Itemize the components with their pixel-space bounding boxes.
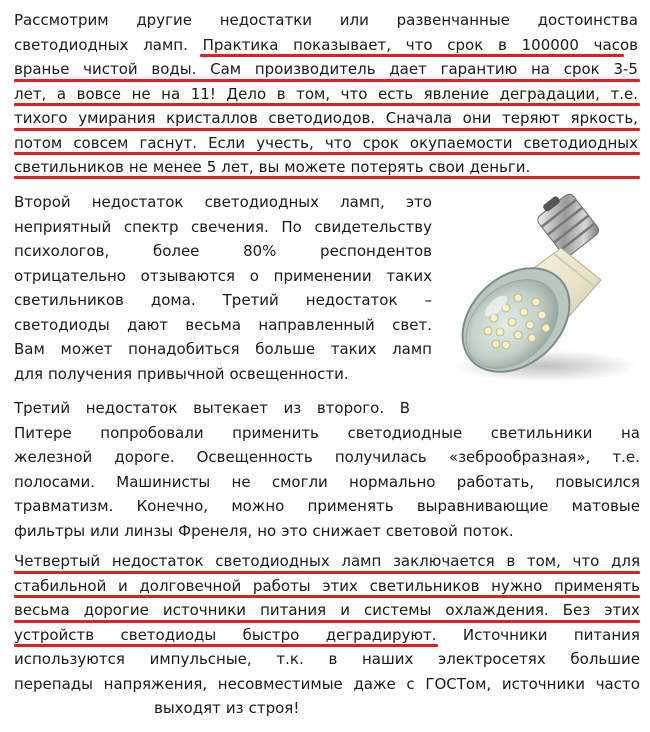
word: 3-5 bbox=[613, 60, 638, 78]
word: не bbox=[128, 158, 148, 176]
word: дома. bbox=[150, 291, 196, 309]
word: Третий bbox=[14, 399, 71, 417]
word: наших bbox=[361, 650, 414, 668]
word: нужно bbox=[491, 576, 543, 595]
text-line bbox=[14, 696, 640, 721]
word: Второй bbox=[14, 193, 71, 211]
text-line bbox=[14, 549, 640, 574]
word: часто bbox=[595, 674, 640, 693]
word: полосами. bbox=[14, 472, 96, 491]
word: таких bbox=[386, 266, 432, 285]
word: попробовали bbox=[100, 423, 204, 442]
word: светильников bbox=[14, 158, 124, 176]
word: светодиодов. bbox=[268, 109, 376, 127]
red-underline bbox=[14, 595, 640, 598]
word: на bbox=[161, 84, 181, 103]
word: это bbox=[281, 521, 308, 540]
word: лет, bbox=[221, 158, 254, 176]
text-line bbox=[14, 57, 638, 82]
word: в bbox=[506, 552, 516, 570]
word: учесть, bbox=[256, 133, 314, 152]
text-line bbox=[14, 647, 640, 672]
word: Без bbox=[562, 601, 591, 619]
word: кристаллов bbox=[166, 109, 258, 127]
word: заключается bbox=[392, 552, 495, 570]
word: на bbox=[531, 60, 550, 78]
red-underline bbox=[14, 128, 640, 131]
word: работать, bbox=[456, 472, 535, 491]
text-line bbox=[14, 215, 432, 240]
text-line bbox=[14, 8, 638, 33]
word: совсем bbox=[73, 133, 129, 152]
word: не bbox=[131, 84, 151, 103]
word: «зеброобразная», bbox=[448, 448, 591, 466]
word: том, bbox=[296, 84, 331, 103]
word: понадобиться bbox=[128, 340, 240, 358]
word: светодиодных bbox=[523, 133, 638, 152]
word: выравнивающие bbox=[416, 497, 549, 515]
word: это bbox=[405, 193, 432, 211]
word: явление bbox=[423, 84, 490, 103]
word: используются bbox=[14, 650, 125, 668]
word: вытекает bbox=[193, 399, 268, 417]
word: что bbox=[405, 35, 433, 54]
text-line bbox=[14, 106, 638, 131]
word: отзываются bbox=[140, 266, 236, 285]
word: матовые bbox=[571, 497, 640, 515]
word: что bbox=[572, 552, 600, 570]
word: показывает, bbox=[293, 35, 391, 54]
word: ламп, bbox=[340, 193, 385, 211]
word: достоинства bbox=[537, 11, 638, 29]
word: импульсные, bbox=[149, 650, 252, 668]
word: более bbox=[152, 242, 200, 260]
word: и bbox=[340, 601, 350, 619]
word: теряют bbox=[502, 109, 560, 127]
word: дорогие bbox=[83, 601, 149, 619]
word: вовсе bbox=[76, 84, 121, 103]
word: чистой bbox=[83, 60, 138, 78]
word: долговечной bbox=[139, 576, 242, 595]
word: недостаток bbox=[85, 399, 178, 417]
word: развенчанные bbox=[396, 11, 510, 29]
word: том, bbox=[526, 552, 561, 570]
red-underline bbox=[14, 644, 438, 647]
word: ГОСТом, bbox=[425, 674, 492, 693]
word: или bbox=[90, 521, 120, 540]
word: Сам bbox=[210, 60, 242, 78]
word: Рассмотрим bbox=[14, 11, 109, 29]
word: Сначала bbox=[385, 109, 453, 127]
word: лет, bbox=[14, 84, 47, 103]
word: дает bbox=[389, 60, 427, 78]
word: напряжения, bbox=[103, 674, 208, 693]
paragraph-1 bbox=[14, 8, 638, 180]
word: о bbox=[249, 266, 259, 285]
red-underline bbox=[14, 571, 640, 574]
word: этих bbox=[322, 576, 358, 595]
word: светодиодных bbox=[215, 552, 330, 570]
word: таких bbox=[330, 340, 377, 358]
word: не bbox=[231, 472, 251, 491]
text-line bbox=[14, 190, 432, 215]
word: выходят bbox=[154, 699, 221, 717]
word: применении bbox=[273, 266, 372, 285]
led-lamp-image bbox=[436, 188, 646, 388]
word: тихого bbox=[14, 109, 68, 127]
word: недостаток bbox=[91, 193, 184, 211]
word: менее bbox=[152, 158, 202, 176]
word: или bbox=[339, 11, 369, 29]
word: 80% bbox=[243, 242, 277, 260]
word: в bbox=[498, 35, 507, 54]
word: отрицательно bbox=[14, 266, 126, 285]
word: 5 bbox=[206, 158, 217, 176]
word: вы bbox=[258, 158, 280, 176]
word: а bbox=[56, 84, 67, 103]
word: большие bbox=[570, 650, 640, 668]
word: По bbox=[281, 217, 302, 236]
word: недостаток bbox=[111, 552, 204, 570]
word: системы bbox=[363, 601, 432, 619]
text-line bbox=[14, 264, 432, 289]
word: травматизм. bbox=[14, 497, 114, 515]
word: нормально bbox=[349, 472, 436, 491]
word: Питере bbox=[14, 423, 72, 442]
word: т.е. bbox=[610, 84, 638, 103]
word: весьма bbox=[14, 601, 70, 619]
word: ламп bbox=[392, 340, 432, 358]
word: питания bbox=[573, 625, 640, 644]
word: несовместимые bbox=[217, 674, 343, 693]
word: окупаемости bbox=[409, 133, 513, 152]
word: дороге. bbox=[114, 448, 175, 466]
word: источники bbox=[162, 601, 247, 619]
word: свет. bbox=[392, 315, 432, 334]
word: 100000 bbox=[521, 35, 579, 54]
word: вранье bbox=[14, 60, 70, 78]
word: недостатки bbox=[219, 11, 313, 29]
word: ламп bbox=[341, 552, 382, 570]
text-line bbox=[14, 445, 640, 470]
red-underline bbox=[14, 620, 640, 623]
text-line bbox=[14, 421, 640, 446]
text-line bbox=[14, 313, 432, 338]
word: Конечно, bbox=[136, 497, 209, 515]
word: Практика bbox=[202, 35, 279, 54]
word: этих bbox=[604, 601, 640, 619]
word: можете bbox=[284, 158, 346, 176]
word: устройств bbox=[14, 625, 95, 644]
text-line bbox=[14, 396, 410, 421]
word: срок bbox=[362, 133, 399, 152]
red-underline bbox=[200, 54, 624, 57]
word: для bbox=[611, 552, 640, 570]
word: они bbox=[462, 109, 492, 127]
word: светодиодные bbox=[347, 423, 463, 442]
word: респондентов bbox=[320, 242, 432, 260]
word: Вам bbox=[14, 340, 45, 358]
word: потерять bbox=[350, 158, 424, 176]
word: применять bbox=[553, 576, 640, 595]
word: В bbox=[399, 399, 410, 417]
word: деградируют. bbox=[325, 625, 437, 644]
word: свидетельству bbox=[314, 217, 432, 236]
word: спектр bbox=[123, 217, 179, 236]
word: Френеля, bbox=[178, 521, 253, 540]
red-underline bbox=[14, 103, 640, 106]
word: гаснут. bbox=[139, 133, 197, 152]
word: срок bbox=[447, 35, 484, 54]
word: больше bbox=[255, 340, 316, 358]
word: получилась bbox=[334, 448, 427, 466]
word: может bbox=[60, 340, 113, 358]
word: Дело bbox=[226, 84, 267, 103]
word: т.к. bbox=[276, 650, 304, 668]
word: поток. bbox=[462, 521, 514, 540]
text-line bbox=[14, 672, 640, 697]
word: охлаждения. bbox=[445, 601, 549, 619]
word: Четвертый bbox=[14, 552, 101, 570]
word: получения bbox=[47, 364, 133, 383]
word: потом bbox=[14, 133, 63, 152]
word: яркость, bbox=[570, 109, 638, 127]
word: светодиоды bbox=[14, 315, 110, 334]
word: т.е. bbox=[612, 448, 640, 466]
word: что bbox=[324, 133, 352, 152]
word: линзы bbox=[124, 521, 174, 540]
word: применить bbox=[232, 423, 319, 442]
word: светодиодных bbox=[14, 35, 129, 54]
word: фильтры bbox=[14, 521, 86, 540]
word: свечения. bbox=[191, 217, 269, 236]
word: но bbox=[257, 521, 277, 540]
word: психологов, bbox=[14, 242, 110, 260]
word: из bbox=[283, 399, 302, 417]
word: на bbox=[620, 423, 640, 442]
word: электросетях bbox=[438, 650, 546, 668]
text-line bbox=[14, 470, 640, 495]
word: строя! bbox=[248, 699, 300, 717]
word: привычной bbox=[137, 364, 225, 383]
word: недостаток bbox=[305, 291, 398, 309]
paragraph-4 bbox=[14, 549, 640, 721]
word: деградации, bbox=[499, 84, 600, 103]
paragraph-2 bbox=[14, 190, 432, 386]
word: в bbox=[328, 650, 338, 668]
word: Если bbox=[208, 133, 246, 152]
word: часов bbox=[593, 35, 638, 54]
word: смогли bbox=[271, 472, 328, 491]
word: снижает bbox=[312, 521, 381, 540]
word: источники bbox=[501, 674, 586, 693]
word: другие bbox=[136, 11, 192, 29]
text-line bbox=[14, 519, 640, 544]
word: световой bbox=[385, 521, 458, 540]
word: Источники bbox=[462, 625, 548, 644]
word: весьма bbox=[185, 315, 242, 334]
word: быстро bbox=[242, 625, 300, 644]
word: для bbox=[14, 364, 43, 383]
word: применять bbox=[307, 497, 394, 515]
word: повысился bbox=[555, 472, 640, 491]
word: свои bbox=[428, 158, 465, 176]
word: светодиодных bbox=[204, 193, 319, 211]
word: работы bbox=[252, 576, 311, 595]
word: светильников bbox=[14, 291, 124, 309]
word: можно bbox=[231, 497, 285, 515]
word: светодиоды bbox=[120, 625, 217, 644]
red-underline bbox=[14, 152, 640, 155]
word: срок bbox=[563, 60, 600, 78]
word: гарантию bbox=[440, 60, 518, 78]
word: дают bbox=[127, 315, 169, 334]
word: стабильной bbox=[14, 576, 107, 595]
text-line bbox=[14, 337, 432, 362]
word: есть bbox=[378, 84, 414, 103]
word: перепады bbox=[14, 674, 93, 693]
word: ламп. bbox=[143, 35, 188, 54]
word: производитель bbox=[254, 60, 376, 78]
word: светильники bbox=[490, 423, 593, 442]
text-line bbox=[14, 239, 432, 264]
word: освещенности. bbox=[229, 364, 349, 383]
paragraph-3 bbox=[14, 396, 640, 543]
word: – bbox=[424, 291, 432, 309]
text-line bbox=[14, 362, 432, 387]
word: и bbox=[118, 576, 128, 595]
word: деньги. bbox=[469, 158, 531, 176]
red-underline bbox=[14, 176, 640, 179]
word: даже bbox=[353, 674, 396, 693]
word: Третий bbox=[222, 291, 279, 309]
word: с bbox=[406, 674, 415, 693]
text-line bbox=[14, 598, 640, 623]
word: второго. bbox=[316, 399, 385, 417]
word: в bbox=[276, 84, 286, 103]
word: питания bbox=[260, 601, 327, 619]
word: светильников bbox=[369, 576, 480, 595]
word: воды. bbox=[151, 60, 197, 78]
word: железной bbox=[14, 448, 93, 466]
word: направленный bbox=[258, 315, 375, 334]
word: что bbox=[340, 84, 368, 103]
word: Освещенность bbox=[196, 448, 313, 466]
text-line bbox=[14, 494, 640, 519]
word: неприятный bbox=[14, 217, 112, 236]
red-underline bbox=[14, 79, 640, 82]
word: умирания bbox=[78, 109, 156, 127]
text-line bbox=[14, 288, 432, 313]
word: Машинисты bbox=[116, 472, 211, 491]
word: из bbox=[225, 699, 244, 717]
word: 11! bbox=[190, 84, 216, 103]
